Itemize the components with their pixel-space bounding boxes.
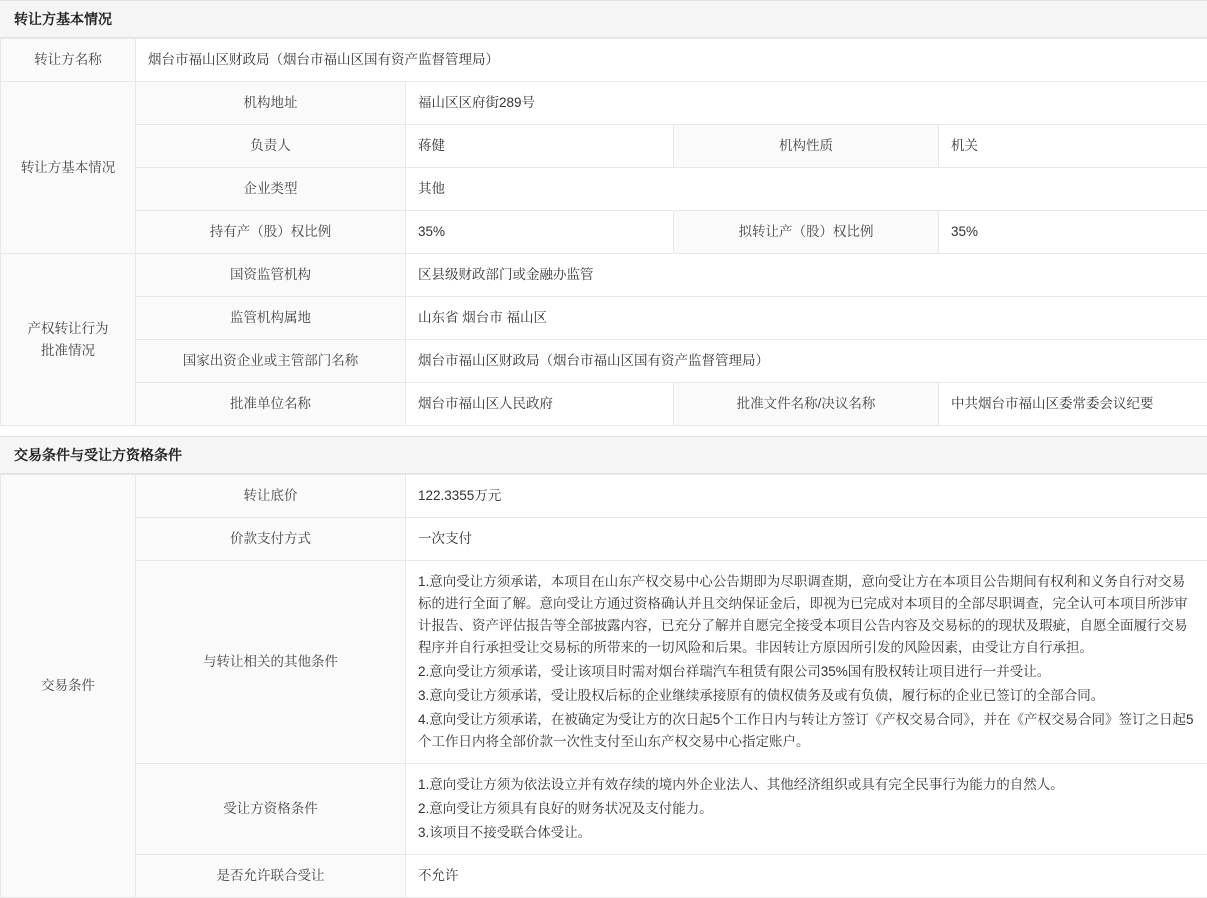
value-qualification-conditions [406,764,1207,855]
table-row [1,168,1207,211]
table-row [1,297,1207,340]
qualification-item: 2.意向受让方须具有良好的财务状况及支付能力。 [418,798,1195,820]
label-qualification-conditions: 受让方资格条件 [136,764,406,855]
table-row [1,82,1207,125]
table-row [1,475,1207,518]
value-person-in-charge: 蒋健 [406,125,674,168]
label-group-approval-line1: 产权转让行为 [13,318,123,340]
value-enterprise-type: 其他 [406,168,1207,211]
label-org-address: 机构地址 [136,82,406,125]
value-transferor-name: 烟台市福山区财政局（烟台市福山区国有资产监督管理局） [136,39,1207,82]
label-group-approval [1,254,136,426]
value-org-nature: 机关 [939,125,1207,168]
value-org-address: 福山区区府街289号 [406,82,1207,125]
value-other-conditions [406,561,1207,764]
value-held-equity-ratio: 35% [406,211,674,254]
label-person-in-charge: 负责人 [136,125,406,168]
trade-conditions-table [0,474,1207,898]
value-transfer-equity-ratio: 35% [939,211,1207,254]
label-transferor-name: 转让方名称 [1,39,136,82]
other-condition-item: 4.意向受让方须承诺，在被确定为受让方的次日起5个工作日内与转让方签订《产权交易合同》，并在《产权交易合同》签订之日起5个工作日内将全部价款一次性支付至山东产权交易中心指定账户。 [418,709,1195,753]
label-payment-method: 价款支付方式 [136,518,406,561]
qualification-item: 3.该项目不接受联合体受让。 [418,822,1195,844]
label-org-nature: 机构性质 [674,125,939,168]
label-transfer-equity-ratio: 拟转让产（股）权比例 [674,211,939,254]
other-condition-item: 1.意向受让方须承诺，本项目在山东产权交易中心公告期即为尽职调查期，意向受让方在本项目公告期间有权利和义务自行对交易标的进行全面了解。意向受让方通过资格确认并且交纳保证金后，即视为已完成对本项目的全部尽职调查，完全认可本项目所涉审计报告、资产评估报告等全部披露内容，已充分了解并自愿完全接受本项目公告内容及交易标的的现状及瑕疵，自愿全面履行交易程序并自行承担受让交易标的所带来的一切风险和后果。非因转让方原因所引发的风险因素，由受让方自行承担。 [418,571,1195,659]
other-condition-item: 2.意向受让方须承诺，受让该项目时需对烟台祥瑞汽车租赁有限公司35%国有股权转让项目进行一并受让。 [418,661,1195,683]
section-spacer [0,426,1207,436]
table-row [1,518,1207,561]
table-row [1,383,1207,426]
table-row [1,855,1207,898]
table-row [1,125,1207,168]
value-base-price: 122.3355万元 [406,475,1207,518]
label-state-supervision-org: 国资监管机构 [136,254,406,297]
value-supervision-locality: 山东省 烟台市 福山区 [406,297,1207,340]
label-group-trade-conditions: 交易条件 [1,475,136,898]
label-group-approval-line2: 批准情况 [13,340,123,362]
section-title-transferor: 转让方基本情况 [0,0,1207,38]
qualification-item: 1.意向受让方须为依法设立并有效存续的境内外企业法人、其他经济组织或具有完全民事行为能力的自然人。 [418,774,1195,796]
table-row [1,561,1207,764]
transferor-table [0,38,1207,426]
table-row [1,764,1207,855]
table-row [1,340,1207,383]
value-parent-enterprise-name: 烟台市福山区财政局（烟台市福山区国有资产监督管理局） [406,340,1207,383]
label-approval-unit: 批准单位名称 [136,383,406,426]
value-joint-transfer-allowed: 不允许 [406,855,1207,898]
label-supervision-locality: 监管机构属地 [136,297,406,340]
table-row [1,211,1207,254]
label-base-price: 转让底价 [136,475,406,518]
label-joint-transfer-allowed: 是否允许联合受让 [136,855,406,898]
label-enterprise-type: 企业类型 [136,168,406,211]
label-group-transferor-basic: 转让方基本情况 [1,82,136,254]
label-other-conditions: 与转让相关的其他条件 [136,561,406,764]
table-row [1,39,1207,82]
other-condition-item: 3.意向受让方须承诺，受让股权后标的企业继续承接原有的债权债务及或有负债，履行标的企业已签订的全部合同。 [418,685,1195,707]
label-held-equity-ratio: 持有产（股）权比例 [136,211,406,254]
value-approval-unit: 烟台市福山区人民政府 [406,383,674,426]
label-parent-enterprise-name: 国家出资企业或主管部门名称 [136,340,406,383]
table-row [1,254,1207,297]
label-approval-doc-name: 批准文件名称/决议名称 [674,383,939,426]
value-approval-doc-name: 中共烟台市福山区委常委会议纪要 [939,383,1207,426]
value-state-supervision-org: 区县级财政部门或金融办监管 [406,254,1207,297]
section-title-trade-conditions: 交易条件与受让方资格条件 [0,436,1207,474]
value-payment-method: 一次支付 [406,518,1207,561]
